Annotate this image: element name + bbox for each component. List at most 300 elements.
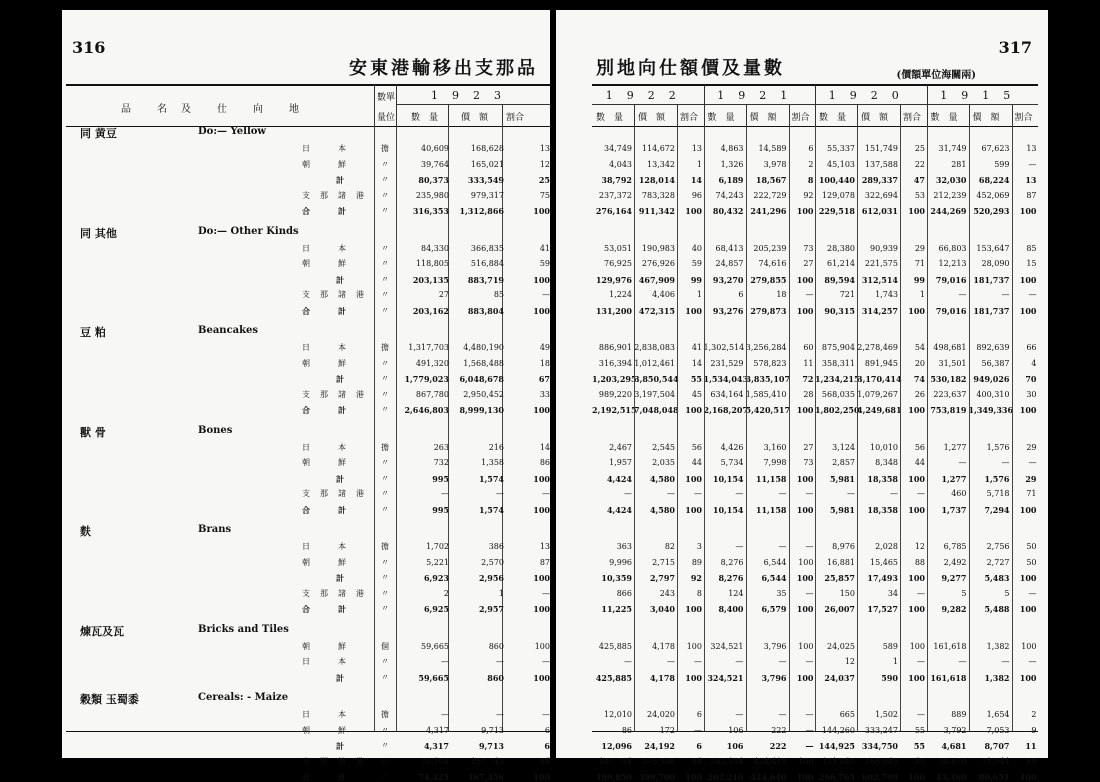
value-cell: — [778, 489, 787, 498]
value-cell: 168,628 [470, 144, 504, 153]
pct-cell: 100 [1019, 206, 1037, 216]
value-cell: 3,796 [763, 641, 787, 651]
pct-cell: 100 [685, 772, 702, 782]
qty-cell: 6,923 [423, 573, 449, 583]
section-name-jp: 穀類 玉蜀黍 [80, 693, 139, 706]
qty-cell: 491,320 [415, 358, 449, 368]
qty-cell: 1,802,250 [815, 405, 860, 415]
pct-cell: 18 [539, 358, 550, 368]
qty-cell: 721 [839, 290, 855, 299]
destination-label: 日 本 [302, 710, 347, 719]
value-cell: 3,197,504 [634, 389, 675, 399]
destination-label: 合 計 [302, 305, 347, 316]
value-unit-note: (價額單位海關兩) [896, 70, 976, 81]
qty-cell: 568,035 [821, 389, 855, 399]
qty-cell: 2,646,803 [404, 405, 449, 415]
pct-cell: 100 [533, 772, 550, 782]
qty-cell: 2,492 [943, 557, 967, 567]
pct-cell: 100 [796, 604, 814, 614]
pct-cell: — [1028, 657, 1037, 666]
pct-cell: 100 [909, 641, 925, 651]
pct-cell: 100 [533, 206, 550, 216]
qty-cell: 1,277 [943, 442, 967, 452]
section-name-en: Brans [198, 524, 232, 535]
value-cell: — [778, 542, 787, 551]
value-cell: 2,727 [986, 557, 1010, 567]
value-cell: 222 [771, 725, 787, 735]
qty-cell: 886,901 [598, 343, 632, 352]
value-cell: 1 [892, 657, 898, 666]
qty-cell: 70,108 [421, 756, 449, 766]
qty-cell: 316,353 [412, 206, 449, 216]
qty-cell: — [735, 710, 744, 719]
qty-cell: — [441, 489, 449, 498]
value-cell: 153,647 [976, 243, 1010, 253]
year-1923-header: 1923 [431, 89, 515, 102]
qty-cell: 235,980 [415, 190, 449, 200]
pct-cell: 100 [796, 473, 814, 484]
pct-cell: 75 [539, 190, 550, 200]
pct-cell: 100 [533, 305, 550, 316]
pct-cell: 100 [796, 772, 814, 782]
year-1922-header: 1922 [605, 89, 690, 102]
value-cell: 4,406 [652, 290, 675, 299]
value-cell: 578,823 [753, 358, 787, 368]
value-cell: 1,349,336 [968, 405, 1014, 415]
qty-cell: 1,317,703 [408, 343, 449, 352]
qty-cell: 118,805 [415, 259, 449, 268]
qty-cell: 229,518 [818, 206, 855, 216]
qty-cell: 93,270 [712, 274, 744, 285]
value-cell: 2,035 [652, 458, 675, 467]
pct-cell: — [917, 489, 925, 498]
pct-cell: 100 [533, 473, 550, 484]
pct-cell: 1 [696, 290, 702, 299]
qty-cell: — [847, 489, 855, 498]
qty-cell: 1,737 [941, 504, 967, 515]
pct-header-1915: 割合 [1014, 113, 1033, 123]
section-name-en: Do:— Other Kinds [198, 225, 299, 237]
pct-cell: 22 [914, 159, 925, 169]
value-cell: — [496, 489, 504, 498]
pct-cell: 26 [914, 389, 925, 399]
destination-label: 朝 鮮 [302, 159, 347, 169]
qty-cell: 55,337 [827, 144, 855, 153]
pct-cell: — [917, 657, 925, 666]
qty-cell: 39,764 [421, 159, 449, 169]
value-cell: 6,544 [763, 557, 787, 567]
qty-cell: 6,785 [943, 542, 967, 551]
value-cell: 216 [488, 442, 504, 452]
pct-cell: 100 [908, 672, 925, 683]
value-cell: 157,743 [470, 756, 504, 766]
pct-cell: — [1028, 159, 1037, 169]
qty-cell: — [735, 542, 744, 551]
unit-cell: 〃 [381, 389, 389, 399]
section-name-jp: 麩 [80, 525, 91, 538]
qty-cell: 324,521 [707, 672, 744, 683]
value-cell: 2,838,083 [634, 343, 675, 352]
pct-cell: 1 [919, 290, 925, 299]
pct-cell: 11 [803, 358, 814, 368]
qty-cell: 995 [432, 473, 449, 484]
value-cell: 2,028 [875, 542, 898, 551]
value-cell: 137,588 [864, 159, 898, 169]
qty-cell: 4,863 [720, 144, 744, 153]
pct-cell: 100 [796, 274, 814, 285]
year-1921-header: 1921 [717, 89, 802, 102]
qty-cell: 32,030 [935, 175, 967, 185]
unit-cell: 〃 [381, 657, 389, 666]
qty-cell: 425,885 [598, 641, 632, 651]
destination-label: 計 [336, 672, 344, 683]
value-cell: 18,567 [755, 175, 787, 185]
section-name-en: Do:— Yellow [198, 126, 267, 137]
qty-cell: 89,594 [824, 274, 855, 285]
value-cell: 3,256,284 [745, 343, 787, 352]
value-cell: 911,342 [638, 206, 675, 216]
value-cell: 979,317 [470, 190, 504, 200]
value-cell: 151,749 [864, 144, 898, 153]
qty-cell: 231,529 [710, 358, 744, 368]
section-name-jp: 同 黄豆 [80, 127, 117, 140]
value-cell: 6,048,678 [459, 374, 504, 384]
value-cell: 17,527 [867, 604, 898, 614]
qty-cell: 76,925 [604, 259, 632, 268]
qty-cell: 316,394 [598, 358, 632, 368]
pct-cell: 100 [798, 641, 814, 651]
value-cell: 1,574 [478, 473, 504, 484]
value-cell: 424,418 [753, 756, 787, 766]
pct-cell: 54 [914, 343, 925, 352]
pct-cell: 100 [533, 405, 550, 415]
qty-cell: 5,734 [720, 458, 744, 467]
qty-cell: 38,792 [601, 175, 632, 185]
value-cell: 5,483 [984, 573, 1010, 583]
pct-cell: 14 [539, 442, 550, 452]
value-cell: 17,493 [867, 573, 898, 583]
pct-cell: 6 [544, 741, 550, 751]
value-cell: — [1001, 458, 1010, 467]
value-cell: 452,069 [976, 190, 1010, 200]
unit-cell: 〃 [381, 206, 389, 215]
pct-cell: 45 [914, 756, 925, 766]
pct-cell: 100 [908, 473, 925, 484]
value-cell: 3,978 [763, 159, 787, 169]
value-cell: 860 [487, 672, 504, 683]
pct-cell: 100 [908, 604, 925, 614]
qty-cell: 237,372 [598, 190, 632, 200]
qty-cell: 358,311 [821, 358, 855, 368]
unit-header-top: 數單 [377, 93, 396, 103]
pct-cell: 11 [1025, 741, 1037, 751]
unit-header-bottom: 量位 [377, 113, 396, 123]
destination-label: 日 本 [302, 542, 347, 551]
destination-label: 朝 鮮 [302, 725, 347, 735]
pct-cell: 100 [533, 604, 550, 614]
value-cell: 243 [659, 588, 675, 598]
qty-cell: 199,850 [595, 772, 632, 782]
value-cell: 14,589 [758, 144, 787, 153]
pct-cell: 13 [1026, 144, 1037, 153]
unit-cell: 〃 [381, 756, 389, 766]
value-cell: 8,348 [875, 458, 898, 467]
qty-cell: 45,103 [827, 159, 855, 169]
value-cell: 4,178 [649, 672, 675, 683]
destination-label: 合 計 [302, 604, 347, 614]
destination-label: 計 [336, 374, 344, 384]
unit-cell: 〃 [381, 305, 389, 315]
value-cell: 68,224 [978, 175, 1010, 185]
pct-cell: 100 [798, 756, 814, 766]
pct-cell: 100 [685, 604, 702, 614]
qty-cell: 8,976 [832, 542, 855, 551]
val-header-1915: 價 額 [972, 113, 1000, 123]
unit-cell: 〃 [381, 504, 389, 514]
value-cell: 167,456 [467, 772, 504, 782]
pct-cell: 50 [1026, 557, 1037, 567]
value-cell: 221,575 [864, 259, 898, 268]
value-cell: 2,797 [649, 573, 675, 583]
value-cell: 1,654 [986, 710, 1010, 719]
pct-cell: 100 [796, 573, 814, 583]
qty-cell: 25,857 [824, 573, 855, 583]
destination-label: 支 那 諸 港 [302, 489, 365, 498]
qty-cell: 3,124 [832, 442, 855, 452]
value-cell: 1,585,410 [745, 389, 787, 399]
qty-cell: — [441, 657, 449, 666]
value-cell: 24,192 [644, 741, 675, 751]
pct-cell: 25 [914, 144, 925, 153]
qty-cell: 106 [728, 725, 744, 735]
value-cell: 90,939 [870, 243, 898, 253]
qty-cell: 124 [728, 588, 744, 598]
qty-cell: 6 [738, 290, 744, 299]
qty-cell: 24,025 [827, 641, 855, 651]
pct-cell: 25 [538, 175, 550, 185]
qty-cell: 867,780 [415, 389, 449, 399]
qty-cell: 34,749 [604, 144, 632, 153]
pct-cell: 55 [913, 741, 925, 751]
pct-cell: 29 [1025, 473, 1037, 484]
pct-cell: 66 [1026, 343, 1037, 352]
value-cell: 222,729 [753, 190, 787, 200]
unit-cell: 〃 [381, 741, 389, 750]
unit-cell: 〃 [381, 557, 389, 567]
destination-label: 計 [336, 175, 344, 185]
qty-header-1921: 數 量 [707, 113, 735, 123]
pct-cell: — [805, 588, 814, 598]
right-page [556, 10, 1048, 782]
pct-cell: 6 [544, 725, 550, 735]
pct-cell: 85 [1026, 243, 1037, 253]
pct-cell: 100 [685, 405, 702, 415]
pct-cell: — [542, 489, 550, 498]
pct-cell: — [542, 657, 550, 666]
qty-cell: 68,413 [715, 243, 744, 253]
value-cell: 6,579 [761, 604, 787, 614]
value-cell: 386 [488, 542, 504, 551]
pct-cell: 47 [913, 175, 925, 185]
destination-label: 支 那 諸 港 [302, 389, 365, 399]
pct-cell: 40 [691, 243, 702, 253]
qty-cell: 131,200 [595, 305, 632, 316]
page-number-right: 317 [998, 38, 1032, 57]
value-cell: 4,249,681 [857, 405, 902, 415]
qty-cell: 866 [616, 588, 632, 598]
unit-cell: 〃 [381, 458, 389, 467]
value-cell: 18,358 [867, 504, 898, 515]
unit-cell: 〃 [381, 243, 389, 253]
value-cell: — [667, 657, 675, 666]
value-cell: 56,387 [981, 358, 1010, 368]
pct-cell: — [694, 725, 702, 735]
pct-cell: 73 [803, 243, 814, 253]
value-cell: — [1001, 657, 1010, 666]
qty-cell: 74,425 [418, 772, 449, 782]
qty-cell: 530,182 [930, 374, 967, 384]
pct-cell: 45 [691, 389, 702, 399]
qty-cell: 10,359 [601, 573, 632, 583]
value-cell: 4,580 [649, 473, 675, 484]
qty-cell: 80,373 [418, 175, 449, 185]
pct-cell: 6 [696, 741, 702, 751]
value-cell: 400,310 [976, 389, 1010, 399]
pct-cell: 13 [539, 144, 550, 153]
pct-cell: 100 [1019, 604, 1037, 614]
value-cell: 34 [887, 588, 898, 598]
qty-cell: 5 [961, 588, 967, 598]
value-cell: 949,026 [973, 374, 1010, 384]
pct-cell: 100 [685, 305, 702, 316]
qty-cell: 1,326 [720, 159, 744, 169]
value-cell: 860 [488, 641, 504, 651]
left-table-header [66, 84, 550, 127]
pct-cell: 100 [798, 557, 814, 567]
qty-cell: 12,213 [938, 259, 967, 268]
qty-cell: 5,981 [829, 504, 855, 515]
pct-cell: 15 [1026, 259, 1037, 268]
qty-cell: 27 [438, 290, 449, 299]
value-cell: 472,315 [638, 305, 675, 316]
qty-cell: 9,282 [941, 604, 967, 614]
pct-cell: 44 [914, 458, 925, 467]
destination-label: 計 [336, 573, 344, 583]
qty-cell: 1,302,514 [703, 343, 745, 352]
pct-cell: 2 [808, 159, 814, 169]
pct-cell: — [1028, 458, 1037, 467]
value-cell: 7,294 [984, 504, 1010, 515]
value-cell: 612,031 [861, 206, 898, 216]
value-cell: 1,743 [875, 290, 898, 299]
pct-cell: 13 [691, 144, 702, 153]
qty-cell: 8,276 [718, 573, 744, 583]
unit-cell: 〃 [381, 190, 389, 200]
pct-cell: 59 [691, 259, 702, 268]
unit-cell: 〃 [381, 358, 389, 368]
qty-cell: 203,162 [412, 305, 449, 316]
pct-cell: — [805, 657, 814, 666]
pct-cell: 100 [796, 305, 814, 316]
unit-cell: 〃 [381, 259, 389, 268]
pct-cell: 74 [913, 374, 925, 384]
pct-cell: 100 [1019, 672, 1037, 683]
pct-cell: 94 [691, 756, 702, 766]
qty-cell: 31,501 [938, 358, 967, 368]
value-cell: 1,358 [481, 458, 504, 467]
qty-cell: 1,277 [941, 473, 967, 484]
destination-label: 支 那 諸 港 [302, 190, 365, 200]
unit-cell: 〃 [381, 473, 389, 483]
value-cell: 268,049 [864, 756, 898, 766]
pct-cell: 29 [1026, 442, 1037, 452]
value-cell: 18,358 [867, 473, 898, 484]
qty-cell: 1,234,215 [815, 374, 860, 384]
value-cell: 1 [498, 588, 504, 598]
value-cell: 3,160 [763, 442, 787, 452]
qty-cell: 263 [433, 442, 449, 452]
unit-cell: 擔 [381, 442, 389, 452]
pct-cell: 100 [908, 206, 925, 216]
qty-cell: 61,214 [827, 259, 855, 268]
destination-label: 朝 鮮 [302, 557, 347, 567]
value-cell: 314,257 [861, 305, 898, 316]
pct-cell: 8 [696, 588, 702, 598]
value-cell: 3,796 [761, 672, 787, 683]
qty-cell: 1,203,295 [592, 374, 637, 384]
pct-cell: 55 [914, 725, 925, 735]
pct-cell: — [694, 489, 702, 498]
destination-label: 計 [336, 473, 344, 484]
pct-cell: 100 [533, 672, 550, 683]
value-cell: 1,312,866 [459, 206, 504, 216]
value-cell: 3,850,544 [634, 374, 679, 384]
pct-cell: 100 [1019, 772, 1037, 782]
value-cell: 783,328 [641, 190, 675, 200]
value-cell: 10,010 [870, 442, 898, 452]
item-destination-header: 品 名 及 仕 向 地 [121, 104, 301, 115]
qty-cell: 2 [443, 588, 449, 598]
value-cell: 375,508 [641, 756, 675, 766]
pct-cell: — [542, 710, 550, 719]
year-1920-header: 1920 [828, 89, 913, 102]
pct-cell: 92 [690, 573, 702, 583]
value-cell: 71,944 [981, 756, 1010, 766]
destination-label: 朝 鮮 [302, 259, 347, 268]
value-cell: 190,983 [641, 243, 675, 253]
qty-cell: 24,857 [715, 259, 744, 268]
destination-label: 日 本 [302, 657, 347, 666]
right-table-header [592, 84, 1038, 127]
right-page-title: 別地向仕額價及量數 [596, 58, 785, 79]
pct-cell: 86 [539, 458, 550, 467]
destination-label: 計 [336, 741, 344, 751]
pct-cell: 88 [914, 557, 925, 567]
qty-cell: 80,432 [712, 206, 744, 216]
section-name-jp: 同 其他 [80, 226, 117, 240]
qty-cell: — [735, 657, 744, 666]
value-cell: 2,570 [481, 557, 504, 567]
pct-cell: 100 [686, 641, 702, 651]
left-page [62, 10, 550, 782]
qty-cell: 121,840 [821, 756, 855, 766]
value-cell: 8,999,130 [459, 405, 504, 415]
pct-cell: 87 [1026, 190, 1037, 200]
qty-cell: 79,016 [935, 305, 967, 316]
qty-cell: — [624, 489, 632, 498]
pct-cell: 28 [803, 389, 814, 399]
value-cell: 9,713 [481, 725, 504, 735]
